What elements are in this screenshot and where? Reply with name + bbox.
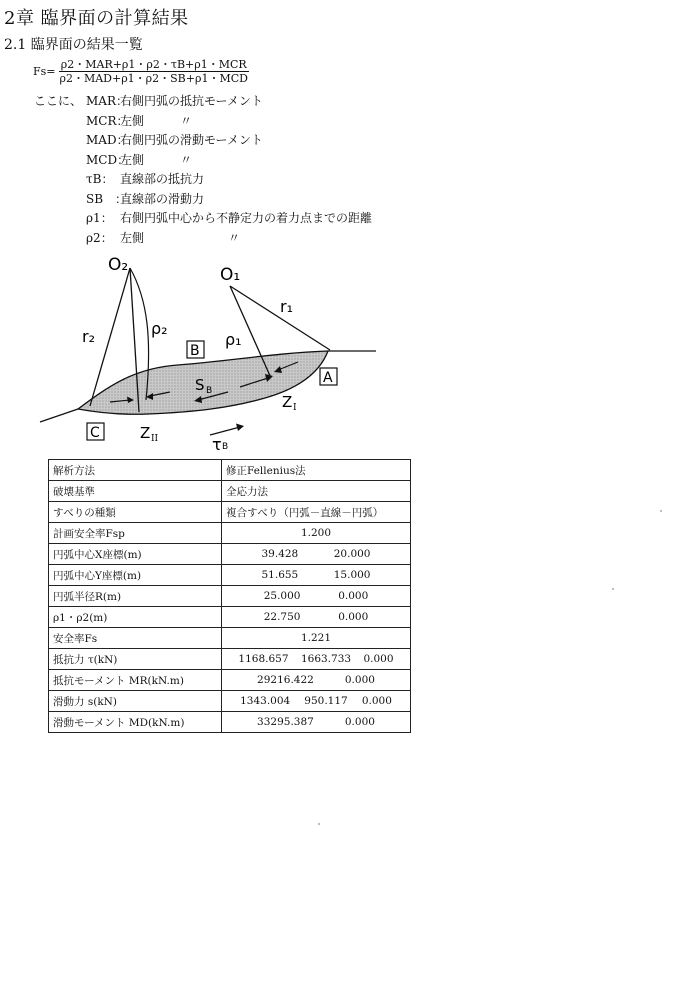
row-label: 抵抗力 τ(kN) (49, 649, 222, 670)
row-value: 39.428 (261, 548, 299, 560)
formula-denominator: ρ2・MAD+ρ1・ρ2・SB+ρ1・MCD (59, 72, 248, 85)
table-row (49, 649, 411, 670)
row-value: 修正Fellenius法 (222, 460, 411, 481)
scan-speck (318, 823, 320, 825)
label-sb-sub: B (206, 386, 213, 396)
row-value: 0.000 (338, 590, 369, 602)
row-label: 滑動力 s(kN) (49, 691, 222, 712)
chapter-title: 2章 臨界面の計算結果 (4, 8, 189, 29)
row-value: 複合すべり（円弧－直線－円弧） (222, 502, 411, 523)
label-z1: Z (282, 393, 293, 411)
row-label: 円弧中心X座標(m) (49, 544, 222, 565)
value-group (226, 569, 406, 581)
value-group (226, 548, 406, 560)
row-value: 22.750 (263, 611, 301, 623)
row-value: 51.655 (261, 569, 299, 581)
table-row (49, 460, 411, 481)
row-value: 1.200 (222, 523, 411, 544)
definition-symbol: τB： (86, 172, 114, 186)
section-title: 2.1 臨界面の結果一覧 (4, 37, 143, 53)
row-label: 滑動モーメント MD(kN.m) (49, 712, 222, 733)
value-group (226, 653, 406, 665)
row-values (222, 712, 411, 733)
definition-text: 左側 〃 (120, 230, 241, 245)
label-rho1: ρ₁ (225, 330, 242, 349)
label-tau-sub: B (222, 442, 229, 450)
table-row (49, 481, 411, 502)
row-value: 1663.733 (300, 653, 352, 665)
safety-factor-formula (33, 58, 250, 85)
row-value: 0.000 (338, 611, 369, 623)
label-z2-sub: II (151, 434, 159, 444)
row-value: 0.000 (344, 674, 375, 686)
label-r1: r₁ (280, 297, 293, 316)
table-row (49, 586, 411, 607)
definition-symbol: MCR： (86, 113, 129, 128)
definition-text: 左側 〃 (120, 113, 193, 128)
row-value: 0.000 (363, 653, 394, 665)
label-z1-sub: I (293, 403, 297, 413)
definition-text: 右側円弧の抵抗モーメント (120, 94, 263, 108)
row-values (222, 544, 411, 565)
label-box-b: B (190, 343, 200, 359)
definitions-lead: ここに、 (34, 94, 83, 108)
value-group (226, 611, 406, 623)
table-row (49, 670, 411, 691)
definition-symbol: MAD： (86, 133, 129, 147)
label-o1: O₁ (220, 265, 241, 285)
formula-numerator: ρ2・MAR+ρ1・ρ2・τB+ρ1・MCR (60, 58, 247, 71)
scan-speck (612, 588, 614, 590)
row-value: 1.221 (222, 628, 411, 649)
row-value: 0.000 (344, 716, 375, 728)
row-value: 0.000 (361, 695, 392, 707)
definition-text: 直線部の抵抗力 (120, 172, 205, 186)
definition-symbol: MAR： (86, 94, 128, 108)
definition-text: 右側円弧の滑動モーメント (120, 133, 263, 147)
slip-surface-diagram (30, 250, 390, 450)
row-values (222, 649, 411, 670)
radius-r1-line (230, 286, 330, 350)
row-label: 破壊基準 (49, 481, 222, 502)
definition-symbol: SB ： (86, 191, 128, 206)
label-z2: Z (140, 424, 151, 442)
value-group (226, 590, 406, 602)
label-rho2: ρ₂ (151, 319, 168, 338)
row-label: 安全率Fs (49, 628, 222, 649)
results-table (48, 459, 411, 733)
row-value: 1343.004 (240, 695, 291, 707)
row-value: 全応力法 (222, 481, 411, 502)
row-values (222, 607, 411, 628)
table-row (49, 565, 411, 586)
table-row (49, 502, 411, 523)
table-row (49, 712, 411, 733)
row-label: 計画安全率Fsp (49, 523, 222, 544)
row-label: ρ1・ρ2(m) (49, 607, 222, 628)
row-value: 950.117 (304, 695, 348, 707)
definition-text: 左側 〃 (120, 152, 193, 167)
row-label: 抵抗モーメント MR(kN.m) (49, 670, 222, 691)
row-values (222, 670, 411, 691)
value-group (226, 695, 406, 707)
definition-symbol: ρ2： (86, 230, 113, 245)
scan-speck (660, 510, 662, 512)
table-row (49, 607, 411, 628)
table-row (49, 523, 411, 544)
label-r2: r₂ (82, 327, 95, 346)
row-label: 円弧半径R(m) (49, 586, 222, 607)
row-value: 29216.422 (257, 674, 314, 686)
row-value: 20.000 (333, 548, 371, 560)
table-row (49, 628, 411, 649)
ground-line-left (40, 409, 78, 422)
value-group (226, 674, 406, 686)
label-box-a: A (323, 370, 333, 386)
row-value: 1168.657 (238, 653, 289, 665)
formula-fraction (58, 58, 250, 85)
row-values (222, 565, 411, 586)
value-group (226, 716, 406, 728)
definition-text: 右側円弧中心から不静定力の着力点までの距離 (120, 211, 373, 225)
label-box-c: C (90, 425, 100, 441)
label-tau: τ (212, 435, 222, 450)
label-sb: S (195, 376, 205, 394)
row-values (222, 691, 411, 712)
row-value: 25.000 (263, 590, 301, 602)
label-o2: O₂ (108, 255, 129, 275)
row-label: 解析方法 (49, 460, 222, 481)
arrow-head (236, 424, 244, 432)
table-row (49, 544, 411, 565)
definition-text: 直線部の滑動力 (120, 191, 205, 206)
formula-lhs: Fs= (33, 65, 56, 78)
table-row (49, 691, 411, 712)
row-label: 円弧中心Y座標(m) (49, 565, 222, 586)
row-label: すべりの種類 (49, 502, 222, 523)
row-value: 15.000 (333, 569, 371, 581)
tau-arrow (210, 427, 240, 435)
definition-symbol: MCD： (86, 152, 130, 167)
row-value: 33295.387 (257, 716, 314, 728)
row-values (222, 586, 411, 607)
definition-symbol: ρ1： (86, 211, 113, 225)
